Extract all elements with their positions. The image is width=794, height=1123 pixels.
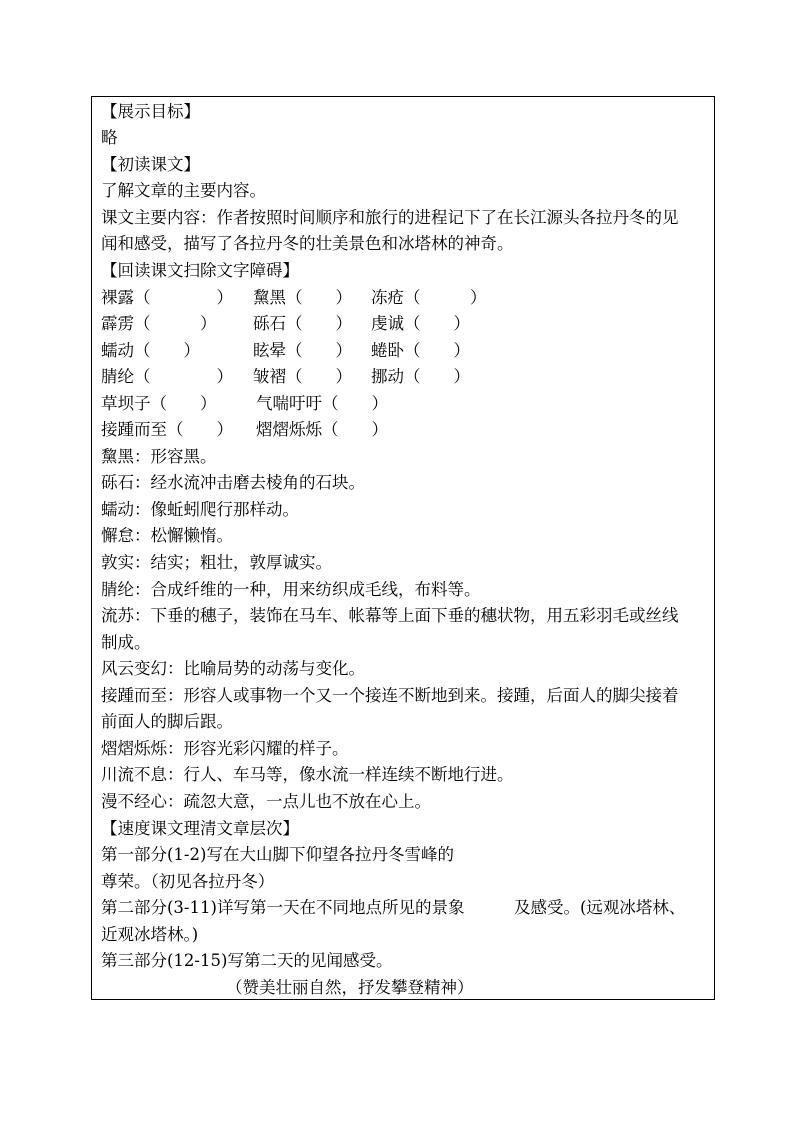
vocab-item: 虔诚（ ） — [371, 314, 470, 333]
definition-line: 腈纶：合成纤维的一种，用来纺织成毛线，布料等。 — [101, 580, 481, 599]
definition-line: 川流不息：行人、车马等，像水流一样连续不断地行进。 — [101, 765, 514, 784]
first-read-heading: 【初读课文】 — [101, 155, 200, 174]
structure-part1-line2: 尊荣。（初见各拉丹冬） — [101, 872, 275, 891]
vocab-item: 冻疮（ ） — [371, 288, 487, 307]
definition-line: 熠熠烁烁：形容光彩闪耀的样子。 — [101, 739, 349, 758]
vocab-item: 砾石（ ） — [253, 314, 352, 333]
definition-line: 黧黑：形容黑。 — [101, 447, 217, 466]
vocab-item: 腈纶（ ） — [101, 367, 233, 386]
goal-text: 略 — [101, 128, 118, 147]
structure-part2-line2: 近观冰塔林。) — [101, 925, 199, 944]
vocab-item: 霹雳（ ） — [101, 314, 217, 333]
definition-line: 砾石：经水流冲击磨去棱角的石块。 — [101, 473, 365, 492]
definition-line: 蠕动：像蚯蚓爬行那样动。 — [101, 500, 299, 519]
vocab-item: 熠熠烁烁（ ） — [256, 420, 388, 439]
main-content-line-2: 闻和感受，描写了各拉丹冬的壮美景色和冰塔林的神奇。 — [101, 234, 514, 253]
definition-line: 懈怠：松懈懒惰。 — [101, 526, 233, 545]
definition-line: 流苏：下垂的穗子，装饰在马车、帐幕等上面下垂的穗状物，用五彩羽毛或丝线 — [101, 606, 679, 625]
definition-line: 前面人的脚后跟。 — [101, 712, 233, 731]
definition-line: 制成。 — [101, 633, 151, 652]
structure-part1-line1: 第一部分(1-2)写在大山脚下仰望各拉丹冬雪峰的 — [101, 845, 454, 864]
definition-line: 敦实：结实；粗壮，敦厚诚实。 — [101, 553, 332, 572]
vocab-item: 皱褶（ ） — [253, 367, 352, 386]
reread-heading: 【回读课文扫除文字障碍】 — [101, 261, 299, 280]
vocab-item: 气喘吁吁（ ） — [256, 394, 388, 413]
structure-part3-line2: （赞美壮丽自然，抒发攀登精神） — [226, 978, 474, 997]
first-read-task: 了解文章的主要内容。 — [101, 181, 266, 200]
structure-part3-line1: 第三部分(12-15)写第二天的见闻感受。 — [101, 951, 393, 970]
definition-line: 风云变幻：比喻局势的动荡与变化。 — [101, 659, 365, 678]
goal-heading: 【展示目标】 — [101, 102, 200, 121]
main-content-line-1: 课文主要内容：作者按照时间顺序和旅行的进程记下了在长江源头各拉丹冬的见 — [101, 208, 679, 227]
structure-part2-line1: 第二部分(3-11)详写第一天在不同地点所见的景象 及感受。(远观冰塔林、 — [101, 898, 686, 917]
vocab-item: 挪动（ ） — [371, 367, 470, 386]
structure-heading: 【速度课文理清文章层次】 — [101, 819, 299, 838]
vocab-item: 蜷卧（ ） — [371, 341, 470, 360]
vocab-item: 接踵而至（ ） — [101, 420, 233, 439]
vocab-item: 裸露（ ） — [101, 288, 233, 307]
vocab-item: 蠕动（ ） — [101, 341, 200, 360]
vocab-item: 黧黑（ ） — [253, 288, 352, 307]
vocab-item: 草坝子（ ） — [101, 394, 217, 413]
vocab-item: 眩晕（ ） — [253, 341, 352, 360]
definition-line: 接踵而至：形容人或事物一个又一个接连不断地到来。接踵，后面人的脚尖接着 — [101, 686, 679, 705]
definition-line: 漫不经心：疏忽大意，一点儿也不放在心上。 — [101, 792, 431, 811]
